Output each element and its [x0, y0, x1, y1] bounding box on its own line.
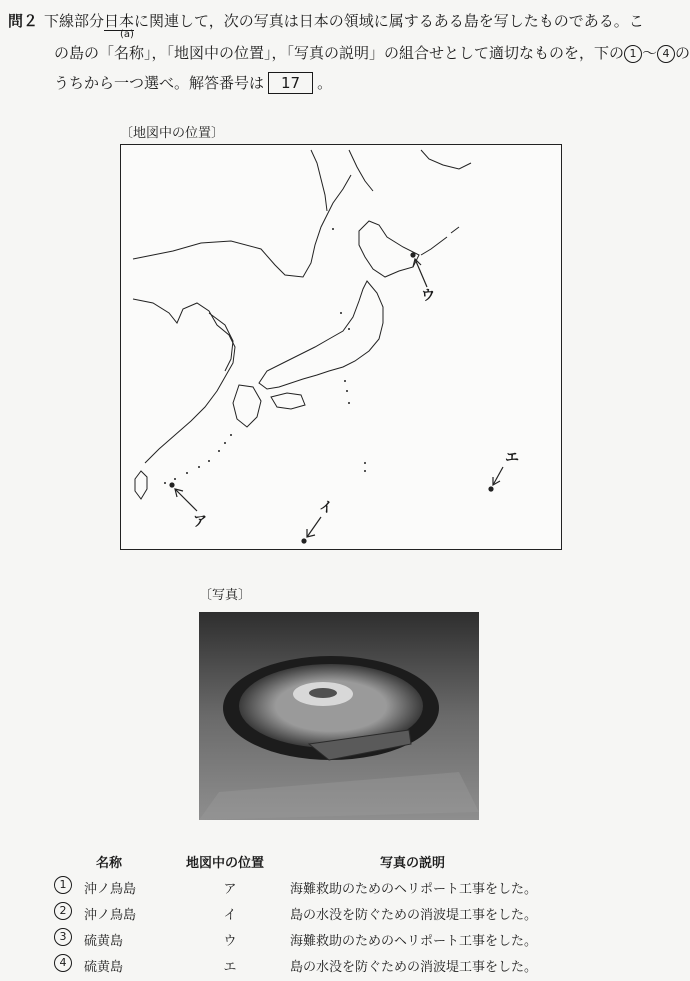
- question-text-part: に関連して，次の写真は日本の領域に属するある島を写したものである。こ: [134, 12, 644, 30]
- table-row[interactable]: [50, 928, 570, 952]
- row-position: ウ: [223, 934, 237, 949]
- question-text-part: うちから一つ選べ。解答番号は: [54, 74, 265, 92]
- row-description: 海難救助のためのヘリポート工事をした。: [290, 934, 538, 949]
- row-description: 島の水没を防ぐための消波堤工事をした。: [290, 908, 538, 923]
- question-line-3: [54, 70, 332, 96]
- header-description: 写真の説明: [380, 856, 446, 871]
- underlined-term: 日本: [104, 12, 135, 30]
- row-description: 海難救助のためのヘリポート工事をした。: [290, 882, 538, 897]
- question-text-part: 下線部分: [44, 12, 105, 30]
- choice-number[interactable]: 4: [54, 954, 72, 972]
- row-name: 沖ノ鳥島: [84, 908, 137, 923]
- map-label-u: ウ: [421, 288, 435, 304]
- question-line-2: [54, 40, 690, 66]
- photo-caption: 〔写真〕: [199, 588, 252, 603]
- choice-first-marker: 1: [624, 45, 642, 63]
- header-name: 名称: [96, 856, 123, 871]
- map-frame: [120, 144, 562, 550]
- map-label-i: イ: [319, 500, 333, 516]
- choice-number[interactable]: 1: [54, 876, 72, 894]
- choice-number[interactable]: 3: [54, 928, 72, 946]
- answer-number-box[interactable]: 17: [268, 72, 313, 94]
- question-text-part: の島の「名称」，「地図中の位置」，「写真の説明」の組合せとして適切なものを，下の: [54, 44, 625, 62]
- row-description: 島の水没を防ぐための消波堤工事をした。: [290, 960, 538, 975]
- row-position: エ: [223, 960, 237, 975]
- header-position: 地図中の位置: [185, 856, 264, 871]
- question-text-part: 。: [317, 74, 333, 92]
- question-text-part: の: [675, 44, 690, 62]
- row-position: イ: [223, 908, 237, 923]
- island-photo-image: [199, 612, 479, 820]
- row-name: 硫黄島: [84, 960, 124, 975]
- row-name: 硫黄島: [84, 934, 124, 949]
- question-line-1: [8, 8, 644, 34]
- table-row[interactable]: [50, 902, 570, 926]
- choice-number[interactable]: 2: [54, 902, 72, 920]
- table-header: [50, 850, 570, 874]
- row-position: ア: [223, 882, 237, 897]
- map-caption: 〔地図中の位置〕: [120, 126, 225, 141]
- underline-annotation: (a): [120, 29, 134, 40]
- island-photo: [199, 612, 479, 820]
- row-name: 沖ノ鳥島: [84, 882, 137, 897]
- range-mark: ～: [642, 44, 658, 62]
- table-row[interactable]: [50, 954, 570, 978]
- map-label-a: ア: [193, 514, 207, 530]
- choice-last-marker: 4: [657, 45, 675, 63]
- table-row[interactable]: [50, 876, 570, 900]
- japan-map: [121, 145, 561, 549]
- map-label-e: エ: [505, 450, 519, 466]
- question-number: 問２: [8, 12, 39, 30]
